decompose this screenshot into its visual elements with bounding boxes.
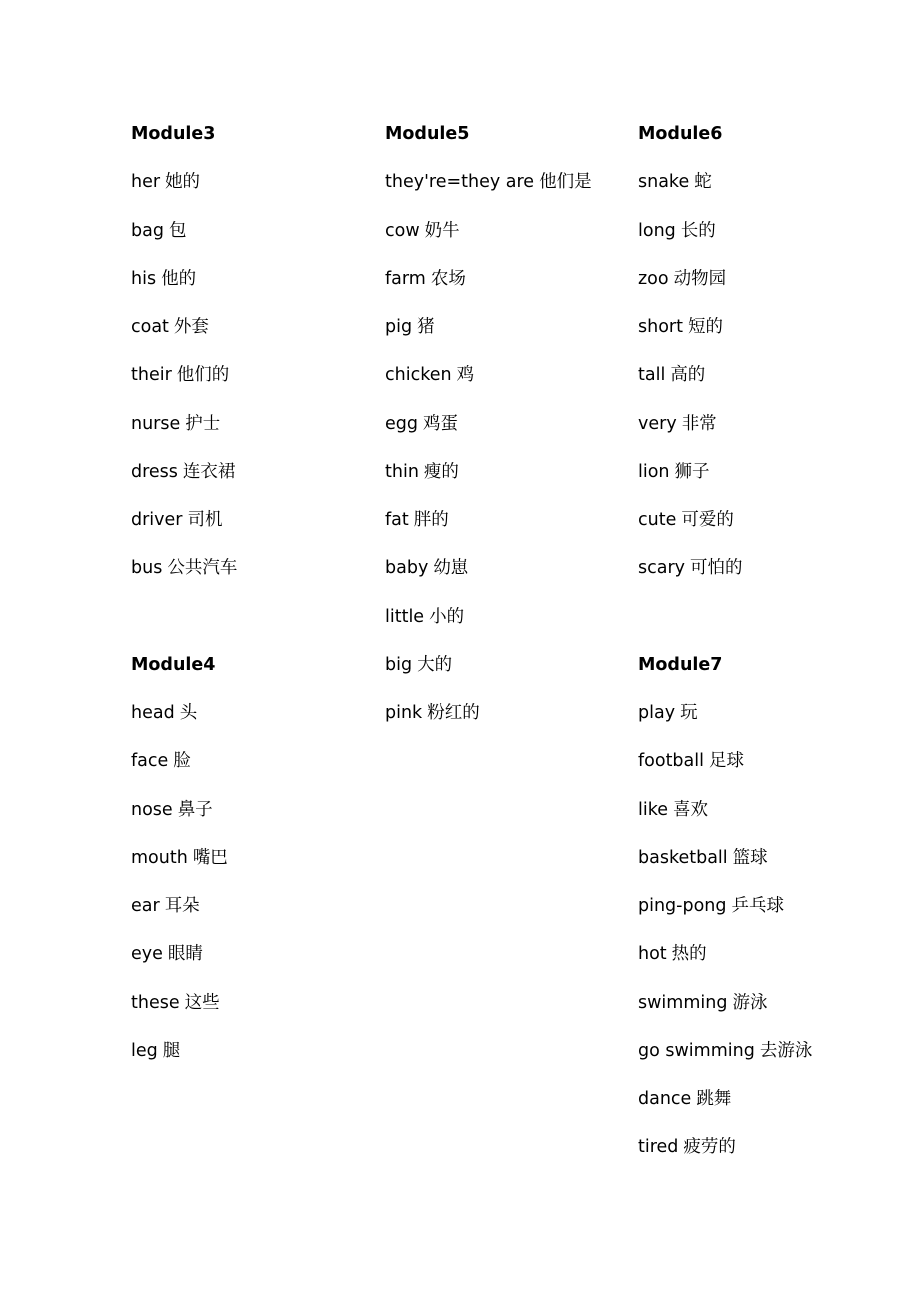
english-word: her: [131, 172, 161, 193]
chinese-meaning: 狮子: [674, 461, 710, 482]
english-word: egg: [385, 413, 418, 434]
chinese-meaning: 他们的: [176, 365, 230, 386]
word-entry: [131, 890, 381, 938]
word-entry: [385, 552, 635, 600]
column-2: [385, 118, 635, 745]
chinese-meaning: 外套: [173, 317, 209, 337]
chinese-meaning: 奶牛: [424, 220, 460, 241]
word-entry: [638, 408, 888, 456]
chinese-meaning: 农场: [430, 268, 466, 289]
word-entry: [638, 890, 888, 938]
word-entry: [131, 987, 381, 1035]
english-word: chicken: [385, 365, 452, 386]
word-entry: [385, 649, 635, 697]
chinese-meaning: 疲劳的: [683, 1137, 736, 1158]
word-entry: [131, 166, 381, 214]
word-entry: [385, 311, 635, 359]
spacer: [131, 601, 381, 649]
word-entry: [638, 263, 888, 311]
english-word: swimming: [638, 992, 728, 1013]
english-word: pink: [385, 703, 423, 723]
english-word: ping-pong: [638, 896, 727, 916]
chinese-meaning: 这些: [184, 992, 220, 1013]
module-heading: Module7: [638, 654, 723, 675]
english-word: ear: [131, 896, 160, 916]
word-entry: [638, 697, 888, 745]
chinese-meaning: 脸: [173, 751, 191, 772]
english-word: pig: [385, 317, 413, 337]
word-entry: [385, 263, 635, 311]
word-entry: [131, 1035, 381, 1083]
english-word: dress: [131, 461, 178, 482]
word-entry: [131, 938, 381, 986]
module-heading: Module3: [131, 124, 216, 144]
english-word: tall: [638, 365, 666, 386]
chinese-meaning: 去游泳: [759, 1040, 813, 1061]
word-entry: [385, 408, 635, 456]
word-entry: [638, 842, 888, 890]
chinese-meaning: 瘦的: [423, 461, 459, 482]
chinese-meaning: 司机: [187, 510, 223, 530]
spacer: [638, 601, 888, 649]
chinese-meaning: 包: [168, 220, 187, 241]
word-entry: [638, 1083, 888, 1131]
chinese-meaning: 幼崽: [433, 558, 469, 579]
english-word: long: [638, 220, 676, 241]
english-word: nurse: [131, 413, 181, 434]
english-word: driver: [131, 510, 183, 530]
english-word: bag: [131, 220, 164, 241]
word-entry: [638, 794, 888, 842]
column-3: [638, 118, 888, 1180]
chinese-meaning: 非常: [681, 413, 717, 434]
word-entry: [131, 745, 381, 793]
word-entry: [131, 263, 381, 311]
english-word: basketball: [638, 847, 728, 868]
english-word: snake: [638, 172, 690, 193]
chinese-meaning: 短的: [687, 317, 723, 337]
english-word: go swimming: [638, 1040, 755, 1061]
chinese-meaning: 可怕的: [690, 558, 743, 579]
chinese-meaning: 他们是: [539, 172, 592, 193]
chinese-meaning: 他的: [161, 268, 197, 289]
word-entry: [131, 359, 381, 407]
english-word: hot: [638, 944, 667, 965]
word-entry: [385, 504, 635, 552]
chinese-meaning: 蛇: [694, 172, 712, 193]
chinese-meaning: 喜欢: [673, 799, 709, 820]
english-word: fat: [385, 510, 409, 530]
chinese-meaning: 鸡: [456, 365, 475, 386]
chinese-meaning: 动物园: [673, 268, 727, 289]
word-entry: [638, 504, 888, 552]
word-entry: [638, 745, 888, 793]
chinese-meaning: 游泳: [732, 992, 768, 1013]
chinese-meaning: 腿: [162, 1040, 181, 1061]
english-word: cute: [638, 510, 677, 530]
word-entry: [385, 215, 635, 263]
word-entry: [638, 456, 888, 504]
english-word: face: [131, 751, 169, 772]
english-word: they're=they are: [385, 172, 535, 193]
word-entry: [131, 456, 381, 504]
word-entry: [131, 311, 381, 359]
chinese-meaning: 粉红的: [427, 703, 480, 723]
english-word: eye: [131, 944, 163, 965]
word-entry: [131, 504, 381, 552]
chinese-meaning: 可爱的: [681, 510, 734, 530]
english-word: tired: [638, 1137, 679, 1158]
english-word: farm: [385, 268, 426, 289]
chinese-meaning: 公共汽车: [167, 558, 238, 579]
word-entry: [638, 987, 888, 1035]
english-word: coat: [131, 317, 169, 337]
chinese-meaning: 大的: [417, 654, 453, 675]
chinese-meaning: 乒乓球: [731, 896, 784, 916]
english-word: football: [638, 751, 704, 772]
module-heading: Module5: [385, 124, 470, 144]
english-word: very: [638, 413, 677, 434]
english-word: head: [131, 703, 175, 723]
chinese-meaning: 护士: [185, 413, 221, 434]
english-word: baby: [385, 558, 429, 579]
word-entry: [131, 697, 381, 745]
english-word: zoo: [638, 268, 669, 289]
word-entry: [638, 311, 888, 359]
chinese-meaning: 她的: [165, 172, 201, 193]
word-entry: [385, 697, 635, 745]
word-entry: [131, 794, 381, 842]
column-1: [131, 118, 381, 1083]
chinese-meaning: 头: [179, 703, 198, 723]
english-word: little: [385, 606, 425, 627]
chinese-meaning: 高的: [670, 365, 706, 386]
chinese-meaning: 鸡蛋: [422, 413, 458, 434]
english-word: like: [638, 799, 669, 820]
chinese-meaning: 热的: [671, 944, 707, 965]
english-word: mouth: [131, 847, 188, 868]
chinese-meaning: 胖的: [413, 510, 449, 530]
english-word: these: [131, 992, 180, 1013]
chinese-meaning: 连衣裙: [182, 461, 236, 482]
chinese-meaning: 鼻子: [177, 799, 213, 820]
english-word: nose: [131, 799, 173, 820]
word-entry: [638, 1131, 888, 1179]
chinese-meaning: 小的: [429, 606, 465, 627]
chinese-meaning: 足球: [709, 751, 744, 772]
word-entry: [638, 215, 888, 263]
word-entry: [638, 359, 888, 407]
english-word: big: [385, 654, 413, 675]
chinese-meaning: 嘴巴: [192, 847, 228, 868]
english-word: their: [131, 365, 172, 386]
word-entry: [131, 552, 381, 600]
english-word: thin: [385, 461, 419, 482]
english-word: lion: [638, 461, 670, 482]
chinese-meaning: 跳舞: [696, 1089, 732, 1109]
english-word: bus: [131, 558, 163, 579]
word-entry: [385, 601, 635, 649]
chinese-meaning: 猪: [417, 317, 435, 337]
module-heading: Module4: [131, 654, 216, 675]
word-entry: [131, 215, 381, 263]
chinese-meaning: 眼睛: [167, 944, 203, 965]
word-entry: [131, 408, 381, 456]
word-entry: [131, 842, 381, 890]
word-entry: [638, 1035, 888, 1083]
english-word: scary: [638, 558, 686, 579]
chinese-meaning: 篮球: [732, 847, 768, 868]
word-entry: [385, 166, 635, 214]
english-word: leg: [131, 1040, 158, 1061]
module-heading: Module6: [638, 124, 723, 144]
chinese-meaning: 玩: [680, 703, 698, 723]
word-entry: [638, 938, 888, 986]
english-word: cow: [385, 220, 420, 241]
english-word: play: [638, 703, 676, 723]
word-entry: [385, 456, 635, 504]
english-word: dance: [638, 1089, 692, 1109]
chinese-meaning: 长的: [680, 220, 716, 241]
word-entry: [638, 552, 888, 600]
chinese-meaning: 耳朵: [164, 896, 200, 916]
word-entry: [385, 359, 635, 407]
english-word: short: [638, 317, 683, 337]
english-word: his: [131, 268, 157, 289]
word-entry: [638, 166, 888, 214]
